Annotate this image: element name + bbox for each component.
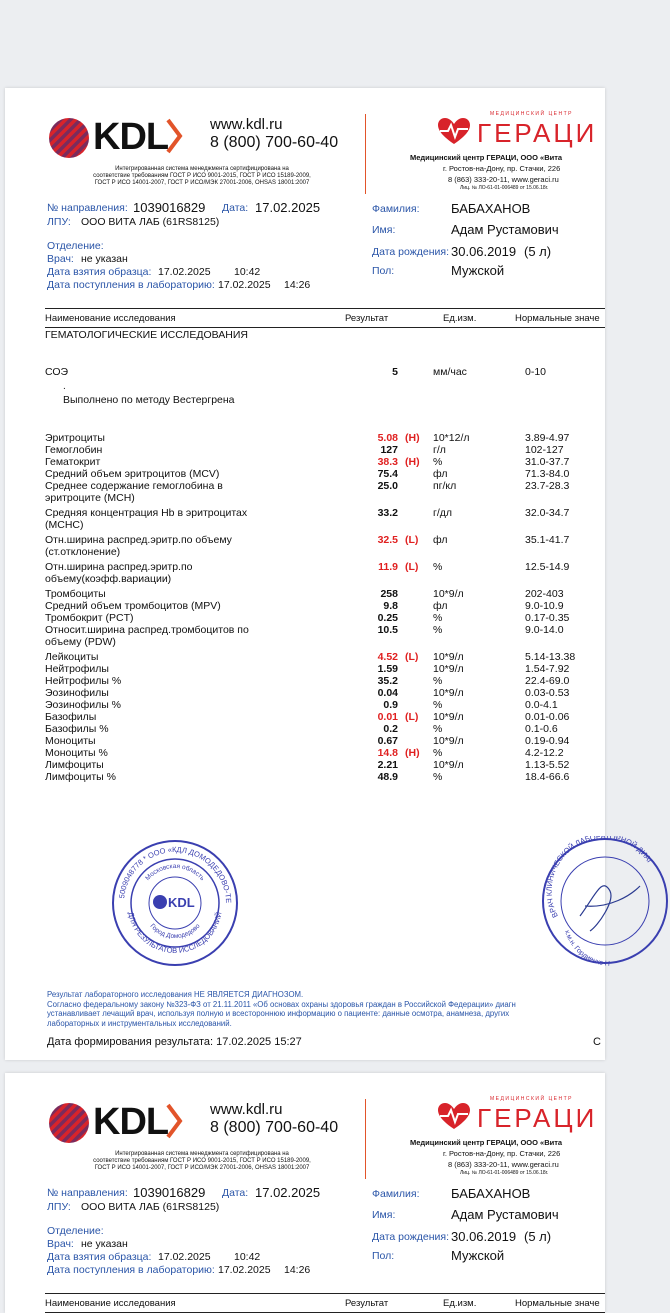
- birth-label: Дата рождения:: [372, 1231, 449, 1243]
- table-top-rule: [45, 308, 605, 309]
- test-flag: (H): [405, 432, 420, 444]
- test-name: Базофилы %: [45, 723, 109, 735]
- esr-result: 5: [392, 366, 398, 378]
- received-time-value: 14:26: [284, 279, 311, 291]
- geraci-logo: ГЕРАЦИ: [477, 1103, 598, 1133]
- referral-label: № направления:: [47, 1187, 128, 1199]
- test-norm: 35.1-41.7: [525, 534, 570, 546]
- test-name: Тромбокрит (PCT): [45, 612, 134, 624]
- kdl-cert-text: Интегрированная система менеджмента сертифицирована на соответствие требованиям ГОСТ Р ИСО 9001-2015, ГОСТ Р ИСО 15189-2009, ГОСТ Р ИСО 14001-2007, ГОСТ Р ИСО/МЭК 27001-2006, OHSAS 18001:2007: [93, 166, 311, 186]
- test-unit: г/дл: [433, 507, 453, 519]
- surname-value: БАБАХАНОВ: [451, 1186, 531, 1201]
- geraci-line2: г. Ростов-на-Дону, пр. Стачки, 226: [443, 164, 561, 173]
- sex-value: Мужской: [451, 1248, 505, 1263]
- test-result: 75.4: [377, 468, 398, 480]
- received-label: Дата поступления в лабораторию:: [47, 1264, 215, 1276]
- test-result: 127: [380, 444, 398, 456]
- test-unit: 10*9/л: [433, 651, 464, 663]
- kdl-stamp: [110, 838, 240, 973]
- header-divider: [365, 114, 366, 194]
- lpu-value: ООО ВИТА ЛАБ (61RS8125): [81, 1201, 220, 1213]
- sex-label: Пол:: [372, 265, 395, 277]
- result-sheet-page-2: [5, 1073, 605, 1313]
- kdl-emblem-icon: [47, 1101, 91, 1145]
- test-result: 38.3: [377, 456, 398, 468]
- disclaimer: Результат лабораторного исследования НЕ ЯВЛЯЕТСЯ ДИАГНОЗОМ. Согласно федеральному закону №323-ФЗ от 21.11.2011 «Об основах охраны здоровья граждан в Российской Федерации» диагн устанавливает лечащий врач, используя полную и всестороннюю информацию о пациенте: данные осмотра, анамнеза, других лабораторных и инструментальных исследований.: [47, 990, 516, 1028]
- svg-text:Город Домодедово: [148, 922, 201, 940]
- test-name: Эозинофилы %: [45, 699, 122, 711]
- test-unit: пг/кл: [433, 480, 457, 492]
- test-result: 0.01: [377, 711, 398, 723]
- test-unit: %: [433, 723, 443, 735]
- test-result: 0.04: [377, 687, 398, 699]
- test-flag: (L): [405, 651, 419, 663]
- surname-label: Фамилия:: [372, 1188, 420, 1200]
- col-unit-header: Ед.изм.: [443, 313, 477, 324]
- esr-dot: .: [63, 381, 66, 392]
- test-unit: %: [433, 456, 443, 468]
- test-unit: 10*9/л: [433, 687, 464, 699]
- svg-text:ИНН 5009048778 * ООО «КДЛ ДОМО: [110, 838, 233, 903]
- test-unit: %: [433, 771, 443, 783]
- geraci-license: Лиц. № ЛО-61-01-006489 от 15.06.18г.: [460, 185, 549, 191]
- test-name: Базофилы: [45, 711, 97, 723]
- test-unit: %: [433, 747, 443, 759]
- test-unit: 10*9/л: [433, 735, 464, 747]
- test-result: 2.21: [377, 759, 398, 771]
- test-result: 0.2: [383, 723, 398, 735]
- test-name: Лимфоциты: [45, 759, 104, 771]
- date-label: Дата:: [222, 202, 249, 214]
- test-name: Нейтрофилы: [45, 663, 109, 675]
- test-result: 33.2: [377, 507, 398, 519]
- date-label: Дата:: [222, 1187, 249, 1199]
- doctor-value: не указан: [81, 1238, 128, 1250]
- col-norm-header: Нормальные значе: [515, 313, 600, 324]
- test-name-cont: (MCHC): [45, 519, 84, 531]
- kdl-website: www.kdl.ru: [210, 116, 283, 133]
- test-result: 10.5: [377, 624, 398, 636]
- geraci-heart-icon: [438, 1103, 470, 1136]
- test-unit: фл: [433, 534, 448, 546]
- test-result: 9.8: [383, 600, 398, 612]
- name-value: Адам Рустамович: [451, 222, 559, 237]
- test-name-cont: объему (PDW): [45, 636, 116, 648]
- received-date-value: 17.02.2025: [218, 279, 271, 291]
- esr-unit: мм/час: [433, 366, 467, 378]
- test-norm: 1.54-7.92: [525, 663, 570, 675]
- test-norm: 31.0-37.7: [525, 456, 570, 468]
- sex-value: Мужской: [451, 263, 505, 278]
- chevron-right-icon: [165, 118, 183, 159]
- col-result-header: Результат: [345, 313, 389, 324]
- geraci-subtitle: МЕДИЦИНСКИЙ ЦЕНТР: [490, 1096, 574, 1102]
- referral-value: 1039016829: [133, 1185, 206, 1200]
- test-name: Эритроциты: [45, 432, 105, 444]
- date-value: 17.02.2025: [255, 1185, 321, 1200]
- test-name: Лейкоциты: [45, 651, 99, 663]
- test-result: 1.59: [377, 663, 398, 675]
- test-name: Средний объем эритроцитов (MCV): [45, 468, 220, 480]
- kdl-stamp-inner-bottom: Город Домодедово: [148, 922, 202, 941]
- lpu-value: ООО ВИТА ЛАБ (61RS8125): [81, 216, 220, 228]
- kdl-phone: 8 (800) 700-60-40: [210, 1119, 339, 1136]
- svg-text:ВРАЧ КЛИНИЧЕСКОЙ ЛАБОРАТОРНОЙ: [540, 836, 655, 919]
- lpu-label: ЛПУ:: [47, 1201, 71, 1213]
- name-value: Адам Рустамович: [451, 1207, 559, 1222]
- kdl-logo: KDL: [93, 1101, 169, 1143]
- test-name-cont: (ст.отклонение): [45, 546, 121, 558]
- kdl-stamp-ring-bottom: ДЛЯ РЕЗУЛЬТАТОВ ИССЛЕДОВАНИЙ: [126, 911, 224, 956]
- test-unit: фл: [433, 600, 448, 612]
- sample-date-label: Дата взятия образца:: [47, 266, 152, 278]
- geraci-license: Лиц. № ЛО-61-01-006489 от 15.06.18г.: [460, 1170, 549, 1176]
- test-name: Среднее содержание гемоглобина в: [45, 480, 223, 492]
- department-label: Отделение:: [47, 1225, 104, 1237]
- test-norm: 9.0-10.9: [525, 600, 564, 612]
- test-result: 0.9: [383, 699, 398, 711]
- lpu-label: ЛПУ:: [47, 216, 71, 228]
- kdl-logo: KDL: [93, 116, 169, 158]
- test-result: 4.52: [377, 651, 398, 663]
- geraci-line3: 8 (863) 333-20-11, www.geraci.ru: [448, 175, 559, 184]
- referral-value: 1039016829: [133, 200, 206, 215]
- test-norm: 0.03-0.53: [525, 687, 570, 699]
- test-result: 32.5: [377, 534, 398, 546]
- test-result: 11.9: [378, 561, 398, 573]
- received-date-value: 17.02.2025: [218, 1264, 271, 1276]
- test-unit: %: [433, 699, 443, 711]
- test-name: Нейтрофилы %: [45, 675, 122, 687]
- surname-value: БАБАХАНОВ: [451, 201, 531, 216]
- test-result: 0.25: [377, 612, 398, 624]
- test-norm: 18.4-66.6: [525, 771, 570, 783]
- test-name: Эозинофилы: [45, 687, 109, 699]
- test-result: 25.0: [377, 480, 398, 492]
- kdl-website: www.kdl.ru: [210, 1101, 283, 1118]
- kdl-phone: 8 (800) 700-60-40: [210, 134, 339, 151]
- test-name: Отн.ширина распред.эритр.по объему: [45, 534, 232, 546]
- doctor-label: Врач:: [47, 1238, 74, 1250]
- col-name-header: Наименование исследования: [45, 313, 176, 324]
- sex-label: Пол:: [372, 1250, 395, 1262]
- col-norm-header: Нормальные значе: [515, 1298, 600, 1309]
- geraci-logo: ГЕРАЦИ: [477, 118, 598, 148]
- test-norm: 3.89-4.97: [525, 432, 570, 444]
- birth-value: 30.06.2019: [451, 1229, 517, 1244]
- esr-norm: 0-10: [525, 366, 547, 378]
- test-unit: 10*9/л: [433, 588, 464, 600]
- kdl-stamp-center: KDL: [168, 895, 195, 910]
- test-name: Средний объем тромбоцитов (MPV): [45, 600, 221, 612]
- header-divider: [365, 1099, 366, 1179]
- esr-method-note: Выполнено по методу Вестергрена: [63, 394, 235, 406]
- test-unit: фл: [433, 468, 448, 480]
- test-result: 258: [380, 588, 398, 600]
- test-flag: (L): [405, 561, 419, 573]
- test-name: Отн.ширина распред.эритр.по: [45, 561, 193, 573]
- department-label: Отделение:: [47, 240, 104, 252]
- test-norm: 0.1-0.6: [525, 723, 558, 735]
- kdl-stamp-ring-top: 5009048778 * ООО «КДЛ ДОМОДЕДОВО-ТЕ: [117, 844, 234, 904]
- test-name: Моноциты: [45, 735, 96, 747]
- birth-label: Дата рождения:: [372, 246, 449, 258]
- test-unit: %: [433, 612, 443, 624]
- test-norm: 9.0-14.0: [525, 624, 564, 636]
- esr-name: СОЭ: [45, 366, 69, 378]
- test-flag: (L): [405, 534, 419, 546]
- chevron-right-icon: [165, 1103, 183, 1144]
- test-norm: 1.13-5.52: [525, 759, 570, 771]
- test-unit: %: [433, 624, 443, 636]
- geraci-line2: г. Ростов-на-Дону, пр. Стачки, 226: [443, 1149, 561, 1158]
- test-name: Средняя концентрация Hb в эритроцитах: [45, 507, 248, 519]
- test-unit: 10*9/л: [433, 711, 464, 723]
- generated-date: Дата формирования результата: 17.02.2025 15:27: [47, 1036, 302, 1048]
- kdl-emblem-icon: [47, 116, 91, 160]
- svg-text:к.м.н. Гордиенко Н: [563, 929, 610, 966]
- test-flag: (L): [405, 711, 419, 723]
- doctor-value: не указан: [81, 253, 128, 265]
- birth-value: 30.06.2019: [451, 244, 517, 259]
- test-norm: 0.01-0.06: [525, 711, 570, 723]
- geraci-line1: Медицинский центр ГЕРАЦИ, ООО «Вита: [410, 153, 563, 162]
- test-norm: 12.5-14.9: [525, 561, 570, 573]
- test-name: Гематокрит: [45, 456, 101, 468]
- test-norm: 102-127: [525, 444, 564, 456]
- test-norm: 4.2-12.2: [525, 747, 564, 759]
- col-result-header: Результат: [345, 1298, 389, 1309]
- age-value: (5 л): [524, 1229, 552, 1244]
- sample-date-value: 17.02.2025: [158, 1251, 211, 1263]
- test-norm: 5.14-13.38: [525, 651, 576, 663]
- test-result: 14.8: [377, 747, 398, 759]
- doctor-stamp-bottom: к.м.н. Гордиенко Н: [563, 929, 611, 966]
- test-unit: 10*12/л: [433, 432, 470, 444]
- test-name: Моноциты %: [45, 747, 108, 759]
- test-name-cont: эритроците (MCH): [45, 492, 135, 504]
- result-sheet-page-1: KDL www.kdl.ru 8 (800) 700-60-40 Интегрированная система менеджмента сертифицирована на соответствие требованиям ГОСТ Р ИСО 9001-2015, ГОСТ Р ИСО 15189-2009, ГОСТ Р ИСО 14001-2007, ГОСТ Р ИСО/МЭК 27001-2006, OHSAS 18001:2007 МЕДИЦИНСКИЙ ЦЕНТР ГЕРАЦИ Медицинский центр ГЕРАЦИ, ООО «Вита г. Ростов-на-Дону, пр. Стачки, 226 8 (863) 333-20-11, www.geraci.ru Лиц. № ЛО-61-01-006489 от 15.06.18г. № направления: 1039016829 Дата: 17.02.2025 ЛПУ: ООО ВИТА ЛАБ (61RS8125) Отделение: Врач: не указан Дата взятия образца: 17.02.2025 10:42 Дата поступления в лабораторию: 17.02.2025 14:26 Фамилия: БАБАХАНОВ Имя: Адам Рустамович Дата рождения: 30.06.2019 (5 л) Пол: Мужской Наименование исследования Результат Ед.изм. Нормальные значе ГЕМАТОЛОГИЧЕСКИЕ ИССЛЕДОВАНИЯ СОЭ 5 мм/час 0-10 . Выполнено по методу Вестергрена Эритроциты 5.08 (H) 10*12/л 3.89-4.97 Гемоглобин 127 г/л 102-127 Гематокрит 38.3 (H) % 31.0-37.7 Средний объем эритроцитов (MCV) 75.4 фл 71.3-84.0 Среднее содержание гемоглобина в эритроците (MCH) 25.0 пг/кл 23.7-28.3 Средняя концентрация Hb в эритроцитах (MCHC) 33.2 г/дл 32.0-34.7 Отн.ширина распред.эритр.по объему (ст.отклонение) 32.5 (L) фл 35.1-41.7 Отн.ширина распред.эритр.по объему(коэфф.вариации) 11.9 (L) % 12.5-14.9 Тромбоциты 258 10*9/л 202-403 Средний объем тромбоцитов (MPV) 9.8 фл 9.0-10.9 Тромбокрит (PCT) 0.25 % 0.17-0.35 Относит.ширина распред.тромбоцитов по объему (PDW) 10.5 % 9.0-14.0 Лейкоциты 4.52 (L) 10*9/л 5.14-13.38 Нейтрофилы 1.59 10*9/л 1.54-7.92 Нейтрофилы % 35.2 % 22.4-69.0 Эозинофилы 0.04 10*9/л 0.03-0.53 Эозинофилы % 0.9 % 0.0-4.1 Базофилы 0.01 (L) 10*9/л 0.01-0.06 Базофилы % 0.2 % 0.1-0.6 Моноциты 0.67 10*9/л 0.19-0.94 Моноциты % 14.8 (H) % 4.2-12.2 Лимфоциты 2.21 10*9/л 1.13-5.52 Лимфоциты % 48.9 % 18.4-66.6 5009048778 * ООО «КДЛ ДОМОДЕДОВО-ТЕ ДЛЯ РЕЗУЛЬТАТОВ ИССЛЕДОВАНИЙ Московская область Город Домодедово KDL ВРАЧ КЛИНИЧЕСКОЙ ЛАБОРАТОРНОЙ ДИАГ к.м.н. Гордиенко Н Результат лабораторного исследования НЕ ЯВЛЯЕТСЯ ДИАГНОЗОМ. Согласно федеральному закону №323-ФЗ от 21.11.2011 «Об основах охраны здоровья граждан в Российской Федерации» диагн устанавливает лечащий врач, используя полную и всестороннюю информацию о пациенте: данные осмотра, анамнеза, других лабораторных и инструментальных исследований. Дата формирования результата: 17.02.2025 15:27 С: [5, 88, 605, 1060]
- table-top-rule: [45, 1293, 605, 1294]
- test-norm: 22.4-69.0: [525, 675, 570, 687]
- test-norm: 23.7-28.3: [525, 480, 570, 492]
- test-name: Относит.ширина распред.тромбоцитов по: [45, 624, 249, 636]
- test-unit: 10*9/л: [433, 759, 464, 771]
- svg-text:Московская область: [144, 863, 206, 883]
- test-name-cont: объему(коэфф.вариации): [45, 573, 172, 585]
- test-result: 48.9: [377, 771, 398, 783]
- footer-cut-text: С: [593, 1036, 601, 1048]
- geraci-line3: 8 (863) 333-20-11, www.geraci.ru: [448, 1160, 559, 1169]
- doctor-stamp: [540, 836, 670, 971]
- test-norm: 0.17-0.35: [525, 612, 570, 624]
- test-flag: (H): [405, 456, 420, 468]
- name-label: Имя:: [372, 1209, 396, 1221]
- sample-time-value: 10:42: [234, 1251, 261, 1263]
- test-name: Лимфоциты %: [45, 771, 116, 783]
- kdl-cert-text: Интегрированная система менеджмента сертифицирована на соответствие требованиям ГОСТ Р ИСО 9001-2015, ГОСТ Р ИСО 15189-2009, ГОСТ Р ИСО 14001-2007, ГОСТ Р ИСО/МЭК 27001-2006, OHSAS 18001:2007: [93, 1151, 311, 1171]
- test-norm: 32.0-34.7: [525, 507, 570, 519]
- sample-date-label: Дата взятия образца:: [47, 1251, 152, 1263]
- test-unit: г/л: [433, 444, 446, 456]
- age-value: (5 л): [524, 244, 552, 259]
- test-unit: %: [433, 561, 443, 573]
- test-unit: %: [433, 675, 443, 687]
- test-result: 0.67: [377, 735, 398, 747]
- date-value: 17.02.2025: [255, 200, 321, 215]
- received-time-value: 14:26: [284, 1264, 311, 1276]
- test-flag: (H): [405, 747, 420, 759]
- received-label: Дата поступления в лабораторию:: [47, 279, 215, 291]
- doctor-label: Врач:: [47, 253, 74, 265]
- test-name: Гемоглобин: [45, 444, 103, 456]
- test-result: 5.08: [377, 432, 398, 444]
- col-unit-header: Ед.изм.: [443, 1298, 477, 1309]
- test-name: Тромбоциты: [45, 588, 106, 600]
- test-norm: 202-403: [525, 588, 564, 600]
- sample-time-value: 10:42: [234, 266, 261, 278]
- surname-label: Фамилия:: [372, 203, 420, 215]
- test-result: 35.2: [377, 675, 398, 687]
- geraci-heart-icon: [438, 118, 470, 151]
- kdl-stamp-inner-top: Московская область: [144, 862, 206, 883]
- doctor-stamp-ring: ВРАЧ КЛИНИЧЕСКОЙ ЛАБОРАТОРНОЙ ДИАГ: [544, 836, 656, 920]
- test-norm: 0.0-4.1: [525, 699, 558, 711]
- test-norm: 71.3-84.0: [525, 468, 570, 480]
- table-header-rule: [45, 327, 605, 328]
- geraci-subtitle: МЕДИЦИНСКИЙ ЦЕНТР: [490, 111, 574, 117]
- test-norm: 0.19-0.94: [525, 735, 570, 747]
- test-unit: 10*9/л: [433, 663, 464, 675]
- sample-date-value: 17.02.2025: [158, 266, 211, 278]
- name-label: Имя:: [372, 224, 396, 236]
- col-name-header: Наименование исследования: [45, 1298, 176, 1309]
- geraci-line1: Медицинский центр ГЕРАЦИ, ООО «Вита: [410, 1138, 563, 1147]
- referral-label: № направления:: [47, 202, 128, 214]
